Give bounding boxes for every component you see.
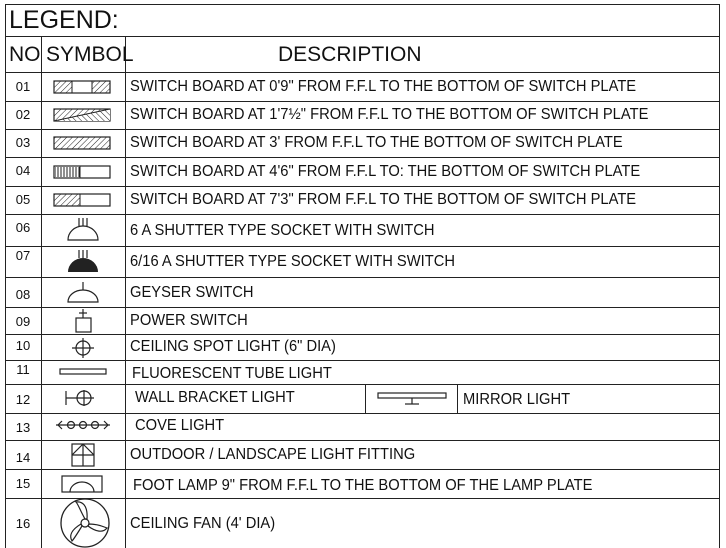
legend-title: LEGEND: [9, 6, 119, 34]
header-symbol: SYMBOL [46, 43, 134, 66]
row-description: GEYSER SWITCH [130, 284, 254, 301]
row-no: 15 [15, 476, 31, 491]
foot-lamp-icon [62, 476, 102, 492]
row-no: 10 [15, 338, 31, 353]
switch-board-0-9-icon [54, 81, 110, 93]
row-description: SWITCH BOARD AT 7'3" FROM F.F.L TO THE BOTTOM OF SWITCH PLATE [130, 191, 637, 208]
row-description: WALL BRACKET LIGHT [135, 389, 295, 406]
row-description: FOOT LAMP 9" FROM F.F.L TO THE BOTTOM OF THE LAMP PLATE [133, 477, 593, 494]
wall-bracket-light-icon [66, 390, 94, 406]
row-description: FLUORESCENT TUBE LIGHT [132, 365, 332, 382]
switch-board-1-7-icon [54, 109, 110, 121]
row-description-secondary: MIRROR LIGHT [463, 391, 571, 408]
row-no: 07 [15, 248, 31, 263]
row-no: 01 [15, 79, 31, 94]
power-switch-icon [76, 309, 91, 332]
row-no: 13 [15, 420, 31, 435]
row-description: SWITCH BOARD AT 3' FROM F.F.L TO THE BOTTOM OF SWITCH PLATE [130, 134, 623, 151]
row-description: POWER SWITCH [130, 312, 248, 329]
row-description: 6 A SHUTTER TYPE SOCKET WITH SWITCH [130, 222, 435, 239]
row-description: SWITCH BOARD AT 0'9" FROM F.F.L TO THE BOTTOM OF SWITCH PLATE [130, 78, 637, 95]
row-no: 12 [15, 392, 31, 407]
row-no: 02 [15, 107, 31, 122]
row-no: 05 [15, 192, 31, 207]
ceiling-spot-light-icon [72, 338, 94, 358]
row-description: COVE LIGHT [135, 417, 225, 434]
row-description: 6/16 A SHUTTER TYPE SOCKET WITH SWITCH [130, 253, 455, 270]
row-description: SWITCH BOARD AT 1'7½" FROM F.F.L TO THE BOTTOM OF SWITCH PLATE [130, 106, 649, 123]
row-description: OUTDOOR / LANDSCAPE LIGHT FITTING [130, 446, 416, 463]
switch-board-7-3-icon [54, 194, 110, 206]
row-no: 04 [15, 163, 31, 178]
switch-board-4-6-icon [54, 166, 110, 178]
row-description: CEILING SPOT LIGHT (6" DIA) [130, 338, 336, 355]
row-no: 14 [15, 450, 31, 465]
row-no: 06 [15, 220, 31, 235]
row-no: 03 [15, 135, 31, 150]
socket-6-16a-icon [68, 250, 98, 272]
geyser-switch-icon [68, 282, 98, 302]
row-no: 11 [16, 362, 30, 377]
switch-board-3-icon [54, 137, 110, 149]
row-description: SWITCH BOARD AT 4'6" FROM F.F.L TO: THE BOTTOM OF SWITCH PLATE [130, 163, 641, 180]
row-no: 16 [15, 516, 31, 531]
cove-light-icon [56, 421, 110, 429]
header-no: NO [9, 43, 41, 66]
outdoor-light-icon [72, 444, 94, 466]
socket-6a-icon [68, 218, 98, 240]
row-description: CEILING FAN (4' DIA) [130, 515, 276, 532]
ceiling-fan-icon [61, 499, 109, 547]
row-no: 09 [15, 314, 31, 329]
fluorescent-tube-icon [60, 369, 106, 374]
row-no: 08 [15, 287, 31, 302]
mirror-light-icon [378, 393, 446, 404]
header-description: DESCRIPTION [278, 43, 422, 66]
